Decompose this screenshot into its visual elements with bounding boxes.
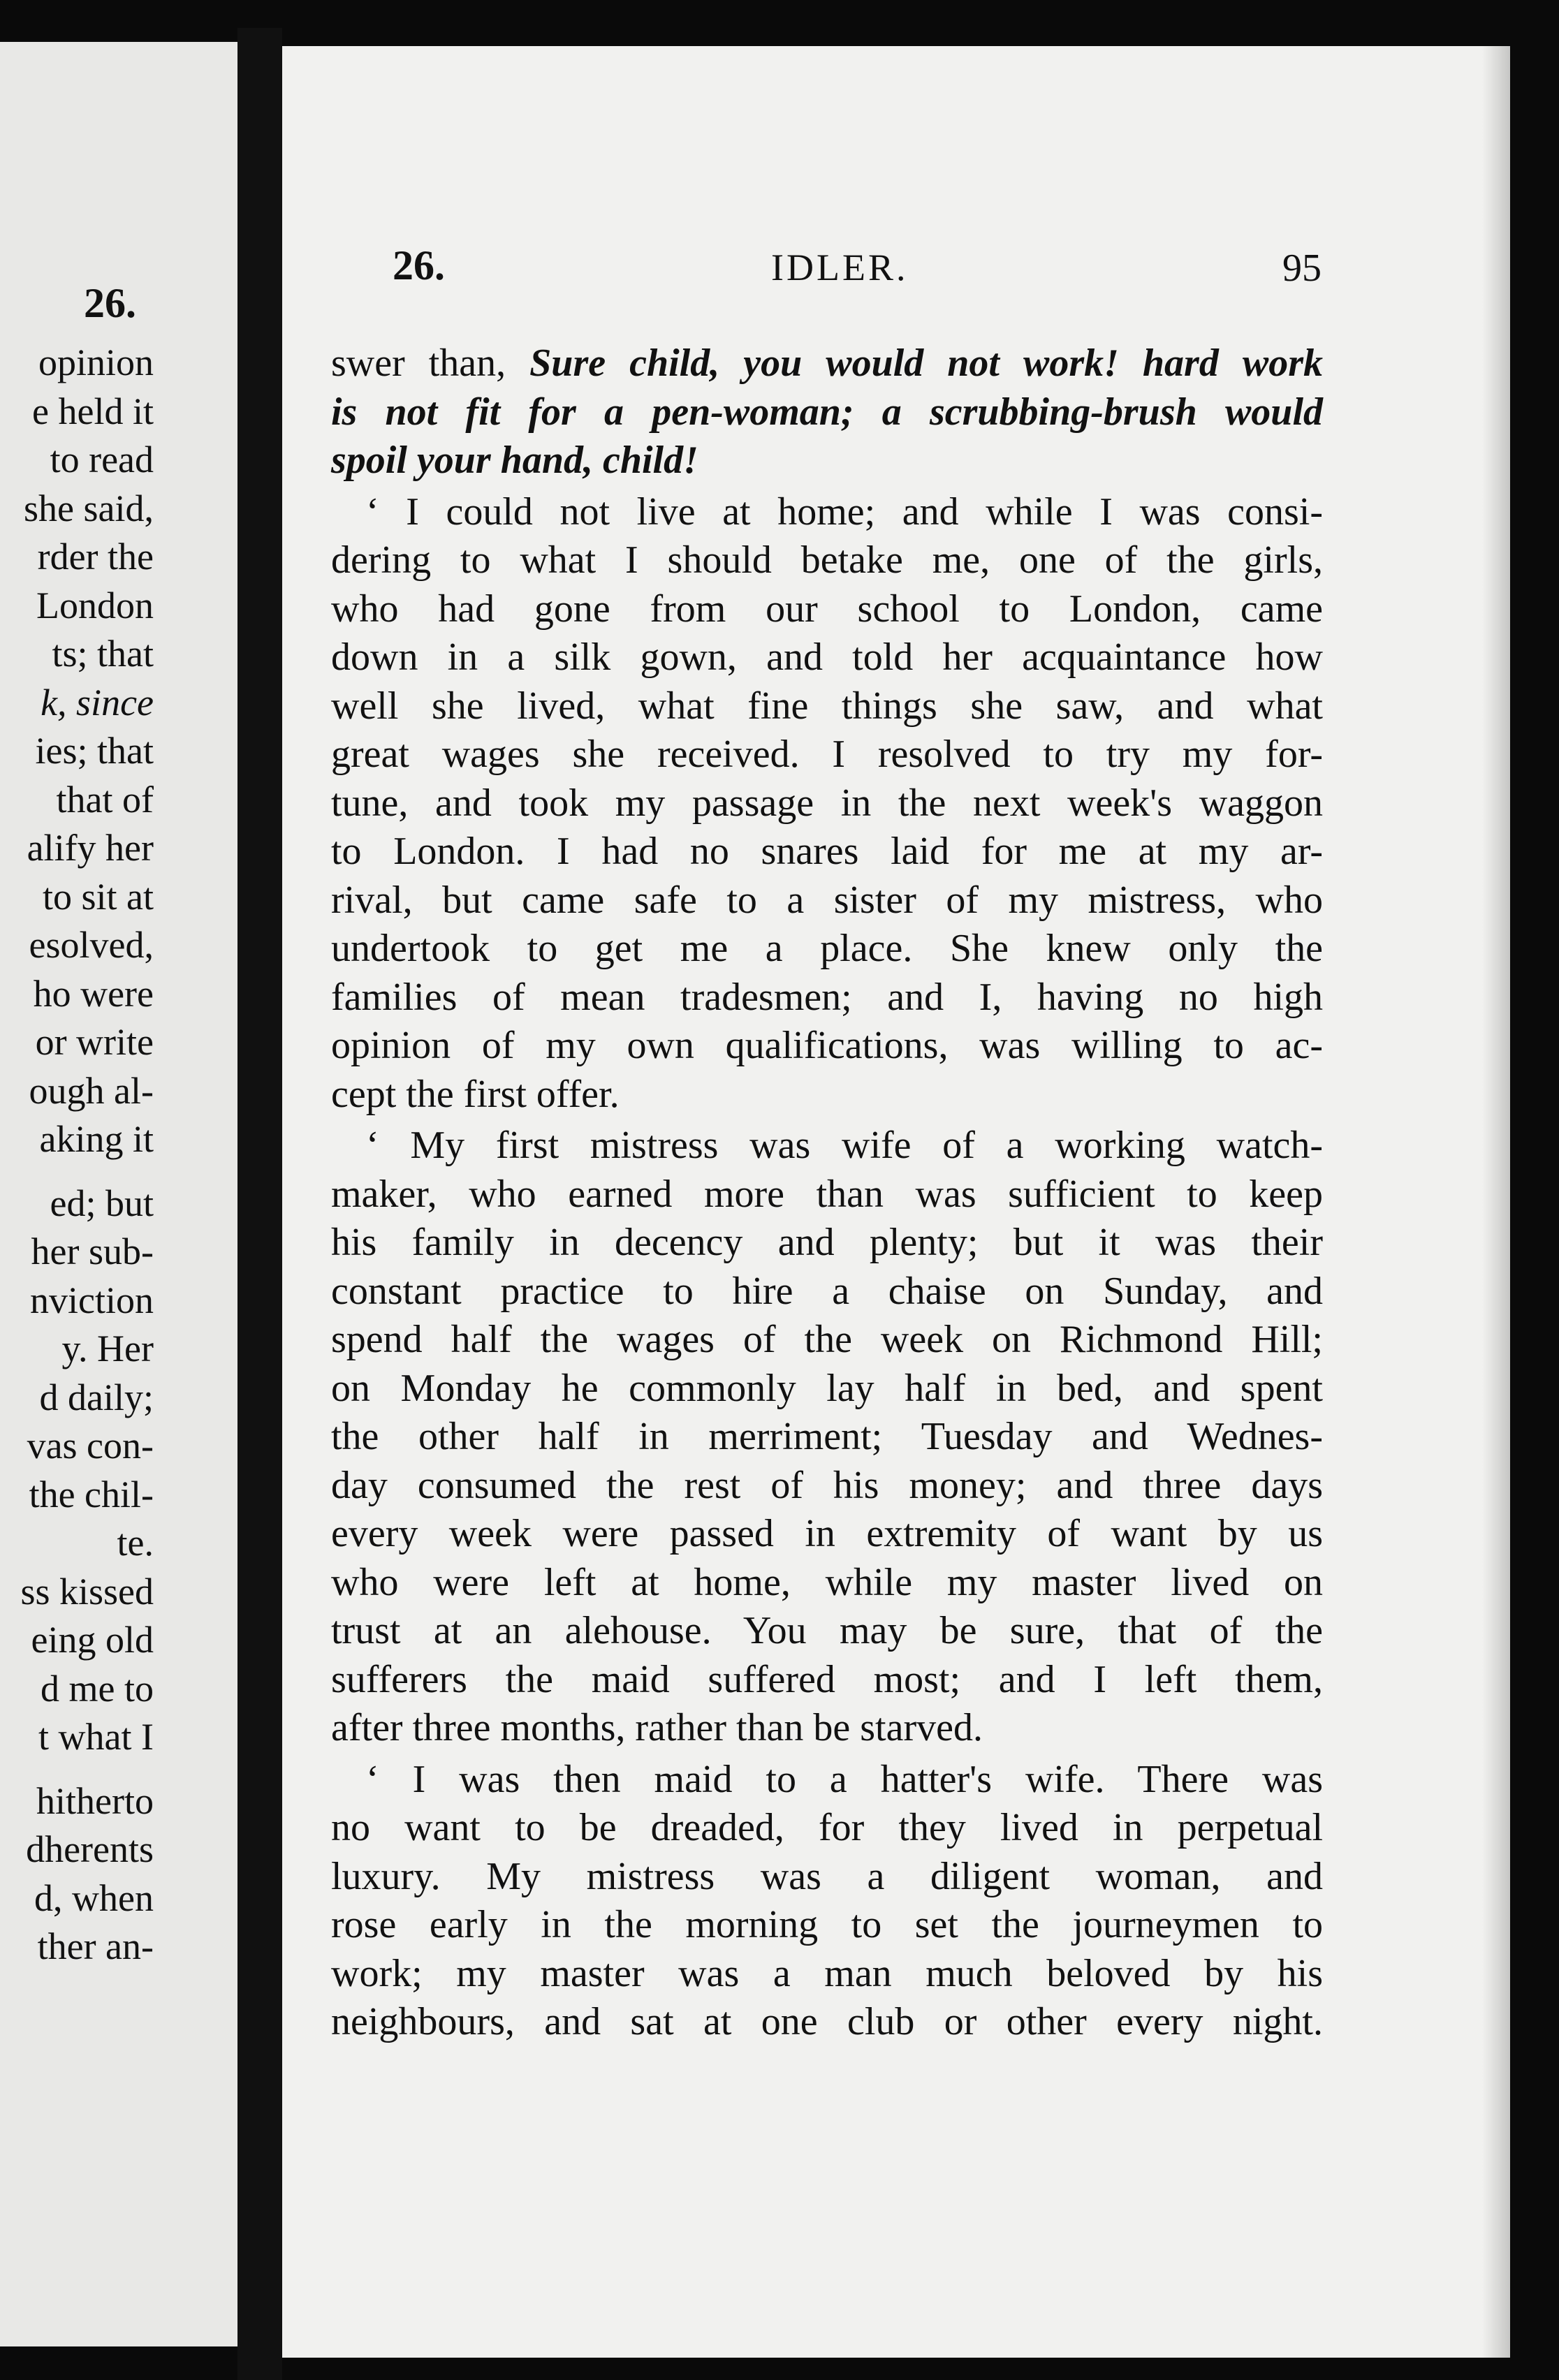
previous-page-line: alify her [27,827,154,869]
previous-page-line: her sub- [31,1231,154,1272]
text-line: the other half in merriment; Tuesday and Wednes- [331,1415,1323,1458]
text-line: luxury. My mistress was a diligent woman, and [331,1854,1323,1898]
previous-page-line: y. Her [61,1328,154,1369]
previous-page-line: k, since [41,681,154,723]
previous-page-line: ies; that [35,730,154,772]
text-line: is not fit for a pen-woman; a scrubbing-brush would [331,390,1323,434]
previous-page-line: she said, [24,487,154,529]
page-number: 95 [1282,247,1322,290]
previous-page-line: eing old [31,1619,154,1661]
text-line: rose early in the morning to set the journeymen to [331,1903,1323,1946]
text-line: sufferers the maid suffered most; and I left them, [331,1657,1323,1701]
book-gutter [237,28,282,2380]
text-line: ‘ I could not live at home; and while I was consi- [366,490,1323,534]
text-line: opinion of my own qualifications, was willing to ac- [331,1024,1323,1067]
text-line: cept the first offer. [331,1072,620,1116]
previous-page-line: ts; that [52,633,154,675]
previous-page [0,42,237,2346]
text-line: down in a silk gown, and told her acquaintance how [331,636,1323,679]
text-line: tune, and took my passage in the next week's waggon [331,781,1323,825]
previous-page-text [0,339,154,1971]
text-line: neighbours, and sat at one club or other every night. [331,2000,1323,2043]
previous-page-line: t what I [38,1716,154,1758]
previous-page-line: ther an- [37,1925,154,1967]
text-line: who had gone from our school to London, came [331,587,1323,631]
running-head [282,242,1510,298]
text-line: great wages she received. I resolved to try my for- [331,733,1323,776]
text-line: spoil your hand, child! [331,439,698,482]
text-line [331,339,1323,388]
page-title: IDLER. [771,247,909,288]
previous-page-line: nviction [30,1279,154,1321]
text-line: constant practice to hire a chaise on Sunday, and [331,1269,1323,1313]
text-line: his family in decency and plenty; but it was their [331,1221,1323,1264]
book-page [282,46,1510,2358]
text-line: families of mean tradesmen; and I, having no high [331,975,1323,1019]
previous-page-line: London [36,584,154,626]
text-line: trust at an alehouse. You may be sure, that of the [331,1609,1323,1652]
text-line: no want to be dreaded, for they lived in perpetual [331,1806,1323,1849]
body-text [331,339,1323,2047]
text-line: after three months, rather than be starved. [331,1706,983,1749]
text-line: ‘ I was then maid to a hatter's wife. There was [366,1757,1323,1801]
text-line: ‘ My first mistress was wife of a working watch- [366,1124,1323,1167]
previous-page-line: dherents [26,1828,154,1870]
previous-page-line: ed; but [50,1182,154,1224]
previous-page-line: vas con- [27,1425,154,1467]
text-line: work; my master was a man much beloved by his [331,1951,1323,1995]
previous-page-line: or write [35,1021,154,1063]
text-line: day consumed the rest of his money; and three days [331,1463,1323,1507]
previous-page-line: rder the [37,536,154,578]
previous-page-running-head: 26. [84,280,136,326]
previous-page-line: to read [50,439,154,480]
text-line: maker, who earned more than was sufficient to keep [331,1172,1323,1216]
text-line: on Monday he commonly lay half in bed, and spent [331,1366,1323,1410]
italic-text-run: Sure child, you would not work! hard work [529,341,1323,385]
text-line: who were left at home, while my master lived on [331,1560,1323,1604]
previous-page-line: te. [117,1522,154,1564]
previous-page-line: esolved, [29,924,154,966]
previous-page-line: ss kissed [20,1570,154,1613]
text-line: undertook to get me a place. She knew only the [331,927,1323,970]
text-line: to London. I had no snares laid for me at my ar- [331,830,1323,873]
text-line: rival, but came safe to a sister of my mistress, who [331,878,1323,922]
previous-page-line: aking it [39,1118,154,1160]
text-line: well she lived, what fine things she saw, and what [331,684,1323,728]
previous-page-line: hitherto [36,1779,154,1822]
previous-page-line: d daily; [39,1376,154,1418]
previous-page-line: d, when [34,1876,154,1919]
text-line: every week were passed in extremity of want by us [331,1512,1323,1555]
previous-page-line: ough al- [29,1069,154,1112]
text-run: swer than, [331,341,506,385]
essay-number: 26. [393,242,445,288]
previous-page-line: opinion [38,341,154,383]
previous-page-line: d me to [41,1667,154,1710]
text-line: spend half the wages of the week on Richmond Hill; [331,1318,1323,1361]
text-line: dering to what I should betake me, one of the girls, [331,538,1323,582]
previous-page-line: to sit at [43,875,154,918]
previous-page-line: ho were [33,972,154,1015]
previous-page-line: the chil- [29,1473,154,1515]
previous-page-line: that of [56,778,154,821]
previous-page-line: e held it [32,390,154,432]
